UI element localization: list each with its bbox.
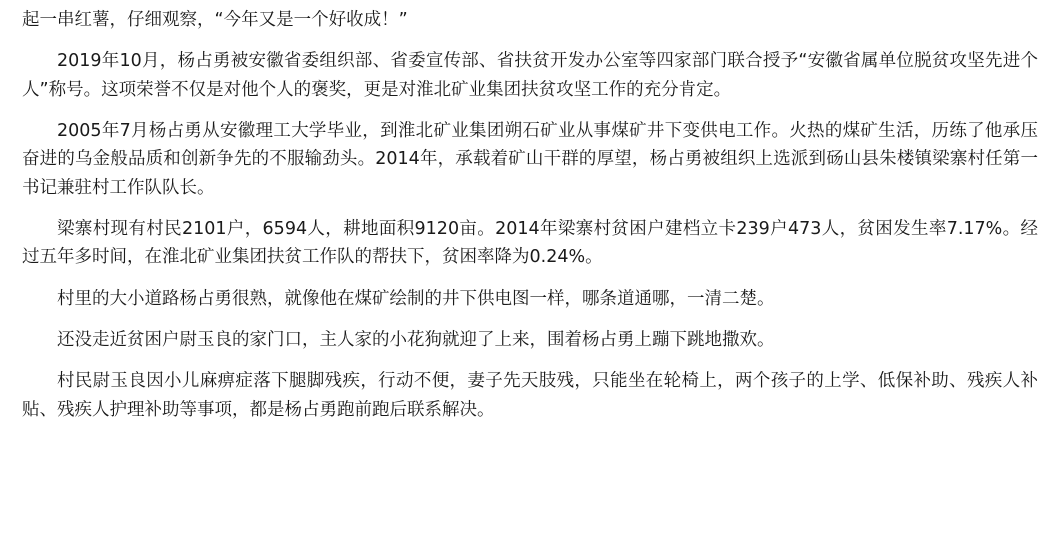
paragraph: 2005年7月杨占勇从安徽理工大学毕业，到淮北矿业集团朔石矿业从事煤矿井下变供电工作。火热的煤矿生活，历练了他承压奋进的乌金般品质和创新争先的不服输劲头。2014年，承载着矿山干群的厚望，杨占勇被组织上选派到砀山县朱楼镇梁寨村任第一书记兼驻村工作队队长。 bbox=[22, 121, 1038, 198]
paragraph: 村里的大小道路杨占勇很熟，就像他在煤矿绘制的井下供电图一样，哪条道通哪，一清二楚。 bbox=[57, 288, 775, 309]
paragraph: 还没走近贫困户尉玉良的家门口，主人家的小花狗就迎了上来，围着杨占勇上蹦下跳地撒欢。 bbox=[57, 330, 775, 351]
paragraph: 起一串红薯，仔细观察，“今年又是一个好收成！” bbox=[22, 10, 408, 30]
article-body bbox=[22, 6, 1038, 424]
paragraph: 村民尉玉良因小儿麻痹症落下腿脚残疾，行动不便，妻子先天肢残，只能坐在轮椅上，两个孩子的上学、低保补助、残疾人补贴、残疾人护理补助等事项，都是杨占勇跑前跑后联系解决。 bbox=[22, 371, 1038, 420]
paragraph: 2019年10月，杨占勇被安徽省委组织部、省委宣传部、省扶贫开发办公室等四家部门联合授予“安徽省属单位脱贫攻坚先进个人”称号。这项荣誉不仅是对他个人的褒奖，更是对淮北矿业集团扶贫攻坚工作的充分肯定。 bbox=[22, 51, 1038, 100]
paragraph: 梁寨村现有村民2101户，6594人，耕地面积9120亩。2014年梁寨村贫困户建档立卡239户473人，贫困发生率7.17%。经过五年多时间，在淮北矿业集团扶贫工作队的帮扶下，贫困率降为0.24%。 bbox=[22, 219, 1038, 268]
